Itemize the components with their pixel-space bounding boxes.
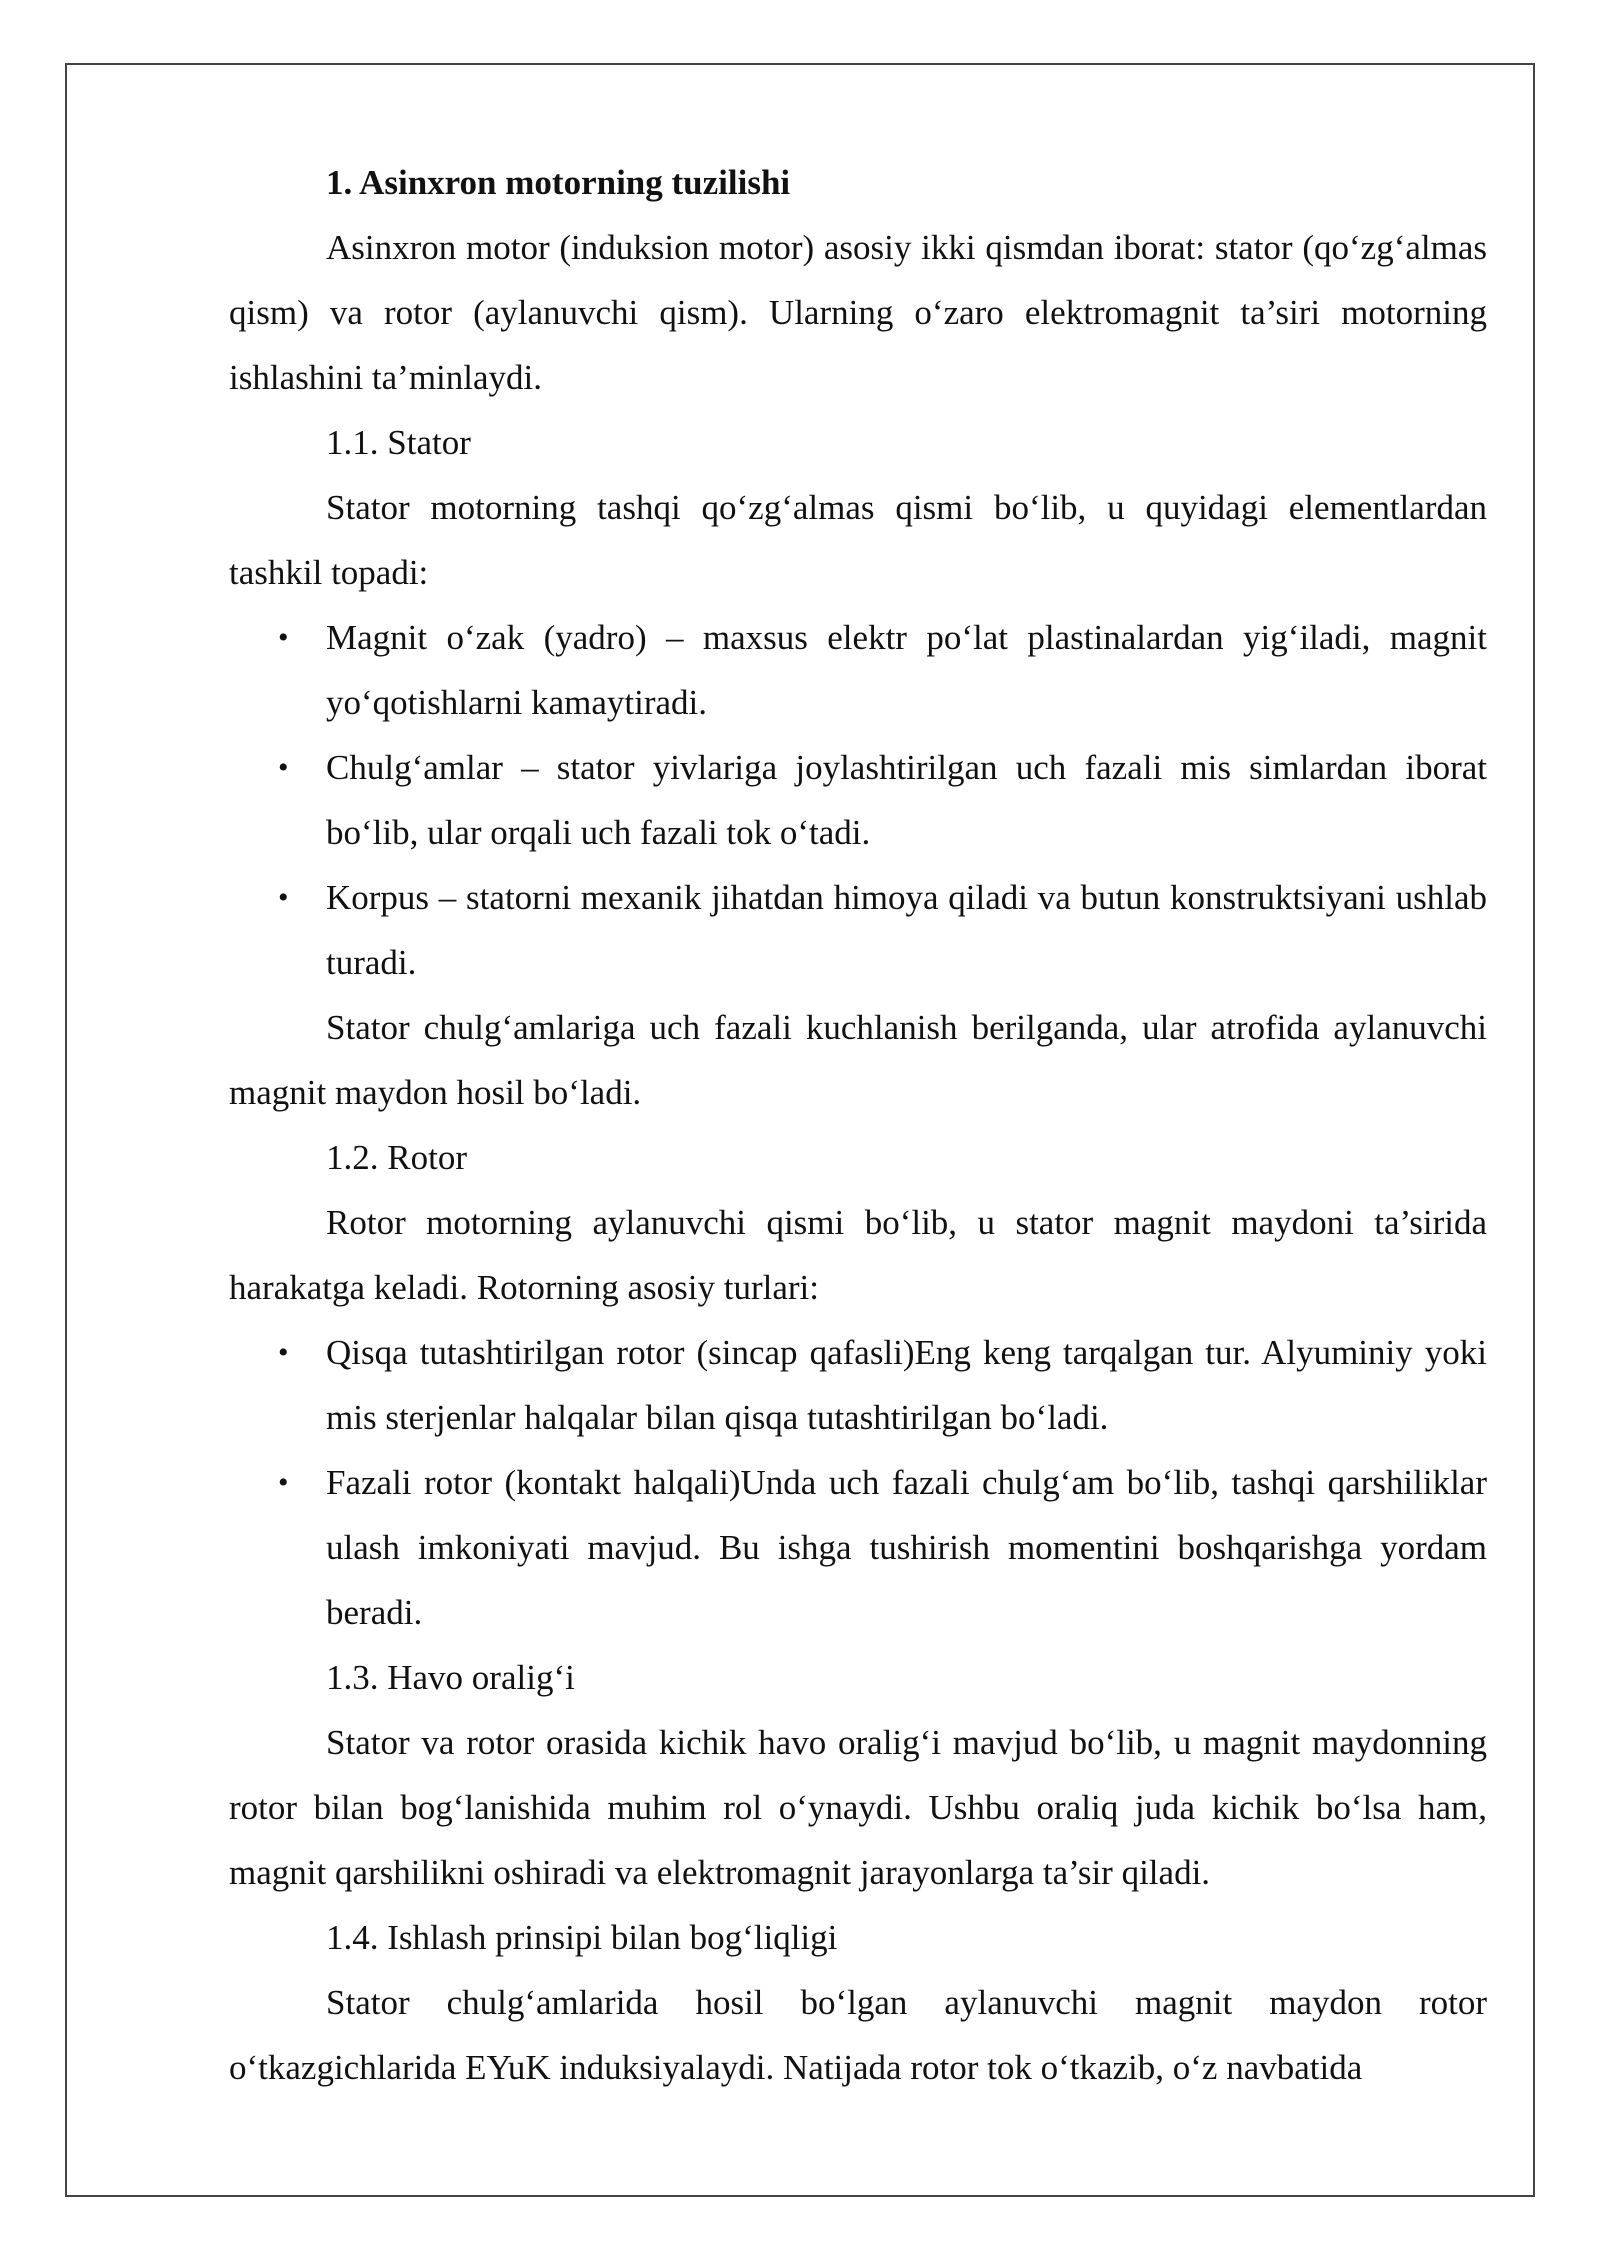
bullet-icon: • — [278, 881, 289, 914]
stator-subheading: 1.1. Stator — [326, 423, 471, 462]
stator-intro-paragraph: Stator motorning tashqi qo‘zg‘almas qismi bo‘lib, u quyidagi elementlardan tashkil topadi: — [229, 488, 1487, 592]
section-heading: 1. Asinxron motorning tuzilishi — [326, 163, 791, 202]
list-item-text: Chulg‘amlar – stator yivlariga joylashtirilgan uch fazali mis simlardan iborat bo‘lib, ular orqali uch fazali tok o‘tadi. — [326, 748, 1487, 852]
list-item — [229, 1450, 1487, 1645]
list-item — [229, 865, 1487, 995]
list-item-text: Magnit o‘zak (yadro) – maxsus elektr po‘lat plastinalardan yig‘iladi, magnit yo‘qotishlarni kamaytiradi. — [326, 618, 1487, 722]
stator-elements-list — [229, 605, 1487, 995]
principle-paragraph: Stator chulg‘amlarida hosil bo‘lgan aylanuvchi magnit maydon rotor o‘tkazgichlarida EYuK induksiyalaydi. Natijada rotor tok o‘tkazib, o‘z navbatida — [229, 1983, 1487, 2087]
list-item-text: Fazali rotor (kontakt halqali)Unda uch fazali chulg‘am bo‘lib, tashqi qarshiliklar ulash imkoniyati mavjud. Bu ishga tushirish momentini boshqarishga yordam beradi. — [326, 1463, 1487, 1632]
list-item — [229, 605, 1487, 735]
bullet-icon: • — [278, 1336, 289, 1369]
bullet-icon: • — [278, 751, 289, 784]
rotor-intro-paragraph: Rotor motorning aylanuvchi qismi bo‘lib, u stator magnit maydoni ta’sirida harakatga keladi. Rotorning asosiy turlari: — [229, 1203, 1487, 1307]
principle-subheading: 1.4. Ishlash prinsipi bilan bog‘liqligi — [326, 1918, 838, 1957]
document-body — [229, 150, 1487, 2100]
list-item-text: Qisqa tutashtirilgan rotor (sincap qafasli)Eng keng tarqalgan tur. Alyuminiy yoki mis sterjenlar halqalar bilan qisqa tutashtirilgan bo‘ladi. — [326, 1333, 1487, 1437]
bullet-icon: • — [278, 621, 289, 654]
intro-paragraph: Asinxron motor (induksion motor) asosiy ikki qismdan iborat: stator (qo‘zg‘almas qism) va rotor (aylanuvchi qism). Ularning o‘zaro elektromagnit ta’siri motorning ishlashini ta’minlaydi. — [229, 228, 1487, 397]
list-item — [229, 1320, 1487, 1450]
stator-outro-paragraph: Stator chulg‘amlariga uch fazali kuchlanish berilganda, ular atrofida aylanuvchi magnit maydon hosil bo‘ladi. — [229, 1008, 1487, 1112]
air-gap-paragraph: Stator va rotor orasida kichik havo oralig‘i mavjud bo‘lib, u magnit maydonning rotor bilan bog‘lanishida muhim rol o‘ynaydi. Ushbu oraliq juda kichik bo‘lsa ham, magnit qarshilikni oshiradi va elektromagnit jarayonlarga ta’sir qiladi. — [229, 1723, 1487, 1892]
bullet-icon: • — [278, 1466, 289, 1499]
list-item — [229, 735, 1487, 865]
air-gap-subheading: 1.3. Havo oralig‘i — [326, 1658, 575, 1697]
rotor-types-list — [229, 1320, 1487, 1645]
list-item-text: Korpus – statorni mexanik jihatdan himoya qiladi va butun konstruktsiyani ushlab turadi. — [326, 878, 1487, 982]
rotor-subheading: 1.2. Rotor — [326, 1138, 467, 1177]
